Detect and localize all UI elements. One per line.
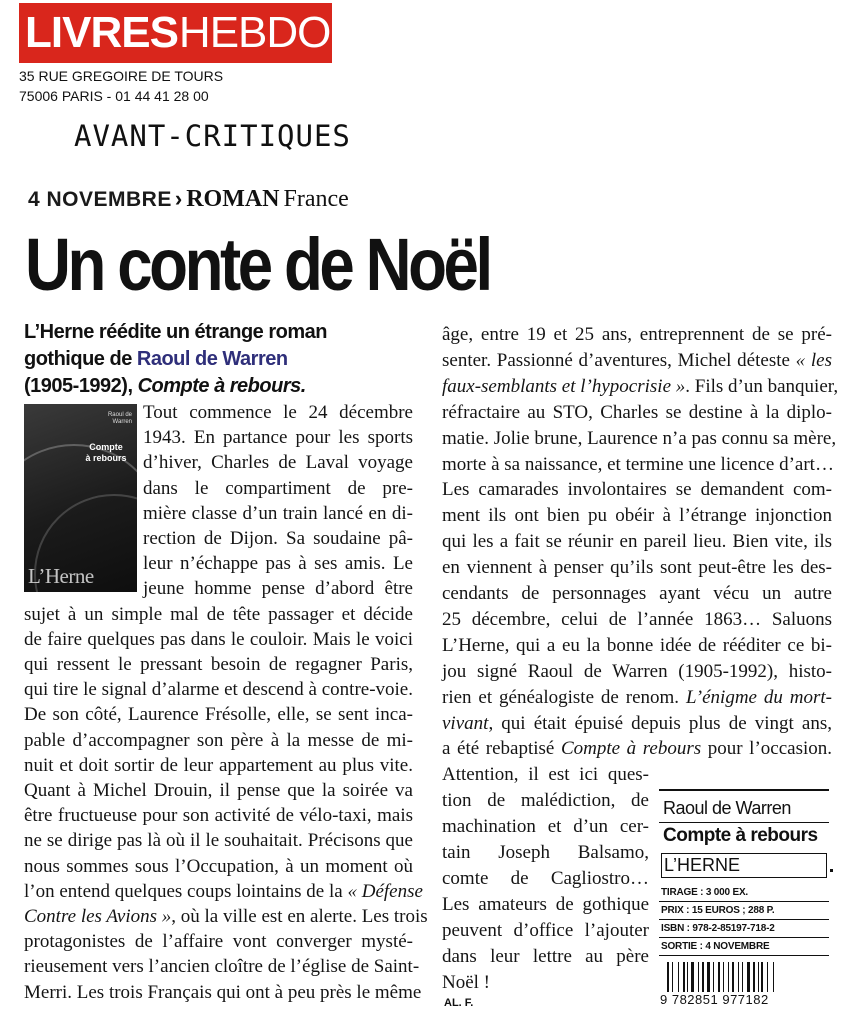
spec-tirage: TIRAGE : 3 000 EX. xyxy=(661,887,748,898)
right-column-line: peuvent d’office l’ajouter xyxy=(442,919,649,941)
left-column-line: 1943. En partance pour les sports xyxy=(143,427,413,449)
left-column-line: nous sommes sous l’Occupation, à un moment où xyxy=(24,855,413,877)
left-column-line: protagonistes de l’affaire vont converger mysté- xyxy=(24,931,413,953)
right-column-line: senter. Passionné d’aventures, Michel déteste « les xyxy=(442,349,833,371)
address-line-2: 75006 PARIS - 01 44 41 28 00 xyxy=(19,88,209,104)
spec-top-rule xyxy=(659,789,829,791)
right-column-line: L’Herne, qui a eu la bonne idée de rééditer ce bi- xyxy=(442,634,832,656)
left-column-line: Tout commence le 24 décembre xyxy=(143,402,413,423)
left-column-line: être fructueuse pour son activité de vélo-taxi, mais xyxy=(24,805,413,827)
headline: Un conte de Noël xyxy=(25,223,490,306)
right-column-line: faux-semblants et l’hypocrisie ». Fils d’un banquier, xyxy=(442,375,839,397)
left-column-line: de faire quelques pas dans le couloir. Mais le voici xyxy=(24,628,413,650)
right-column-line: Les amateurs de gothique xyxy=(442,893,649,915)
spec-author: Raoul de Warren xyxy=(663,798,791,818)
left-column-line: pable d’accompagner son père à la messe de mi- xyxy=(24,729,413,751)
logo-light: HEBDO xyxy=(178,8,331,57)
left-column-line: nuit et doit sortir de leur appartement au plus vite. xyxy=(24,754,413,776)
right-column-line: ment ils ont bien pu obéir à l’étrange injonction xyxy=(442,505,832,527)
left-column-line: l’on entend quelques coups lointains de la « Défense xyxy=(24,880,423,902)
right-column-line: tain Joseph Balsamo, xyxy=(442,842,649,863)
byline: AL. F. xyxy=(444,997,474,1009)
spec-isbn: ISBN : 978-2-85197-718-2 xyxy=(661,923,775,934)
deck-author: Raoul de Warren xyxy=(136,348,288,370)
left-column-line: mière classe d’un train lancé en di- xyxy=(143,502,413,524)
left-column-line: sujet à un simple mal de tête passager et décide xyxy=(24,603,413,625)
livres-hebdo-logo xyxy=(19,3,332,63)
spec-publisher: L’HERNE xyxy=(661,853,827,878)
left-column-line: ne se dirige pas là où il le souhaitait. Précisons que xyxy=(24,830,413,852)
deck-book-title: Compte à rebours. xyxy=(137,375,306,397)
deck-line-1: L’Herne réédite un étrange roman xyxy=(24,321,327,343)
spec-prix: PRIX : 15 EUROS ; 288 P. xyxy=(661,905,775,916)
deck-line-3: (1905-1992), Compte à rebours. xyxy=(24,375,306,397)
left-column-line: rieusement vers l’ancien cloître de l’église de Saint- xyxy=(24,956,420,978)
right-column-line: réfractaire au STO, Charles se destine à la diplo- xyxy=(442,401,832,423)
left-column-line: Merri. Les trois Français qui ont à peu près le même xyxy=(24,981,422,1003)
deck-line-2: gothique de Raoul de Warren xyxy=(24,348,288,370)
right-column-line: en viennent à penser qu’ils sont peut-être les des- xyxy=(442,557,832,579)
kicker-date: 4 NOVEMBRE xyxy=(28,188,172,211)
left-column-line: rection de Dijon. Sa soudaine pâ- xyxy=(143,528,413,549)
right-column-line: rien et généalogiste de renom. L’énigme du mort- xyxy=(442,686,833,708)
kicker xyxy=(28,184,349,217)
cover-author: Raoul de Warren xyxy=(107,412,132,425)
right-column-line: Attention, il est ici ques- xyxy=(442,764,649,786)
cover-publisher: L’Herne xyxy=(28,564,94,588)
right-column-line: qui les a fait se réunir en pareil lieu. Bien vite, ils xyxy=(442,531,832,553)
logo-bold: LIVRES xyxy=(25,8,178,57)
section-label: AVANT-CRITIQUES xyxy=(74,119,351,153)
book-cover-image xyxy=(24,404,137,592)
right-column-line: vivant, qui était épuisé depuis plus de vingt ans, xyxy=(442,712,832,734)
isbn-barcode xyxy=(667,962,777,992)
left-column-line: dans le compartiment de pre- xyxy=(143,477,413,499)
left-column-line: De son côté, Laurence Frésolle, elle, se sent inca- xyxy=(24,704,413,726)
cover-title: Compte à rebours xyxy=(85,442,127,463)
left-column-line: d’hiver, Charles de Laval voyage xyxy=(143,452,413,474)
right-column-line: tion de malédiction, de xyxy=(442,790,649,812)
right-column-line: 25 décembre, celui de l’année 1863… Saluons xyxy=(442,608,832,630)
left-column-line: leur n’échappe pas à ses amis. Le xyxy=(143,553,413,575)
left-column-line: Quant à Michel Drouin, il pense que la soirée va xyxy=(24,780,413,801)
barcode-number: 9 782851 977182 xyxy=(660,992,769,1007)
left-column-line: qui tire le signal d’alarme et descend à contre-voie. xyxy=(24,679,413,701)
right-column-line: Noël ! xyxy=(442,971,491,993)
right-column-line: dans leur lettre au père xyxy=(442,945,649,967)
kicker-arrow-icon: › xyxy=(174,186,183,211)
right-column-line: Les camarades involontaires se demandent com- xyxy=(442,479,832,501)
spec-title: Compte à rebours xyxy=(663,825,818,846)
right-column-line: matie. Jolie brune, Laurence n’a pas connu sa mère, xyxy=(442,427,837,449)
left-column-line: Contre les Avions », où la ville est en alerte. Les trois xyxy=(24,906,428,927)
right-column-line: comte de Cagliostro… xyxy=(442,867,649,889)
address-line-1: 35 RUE GREGOIRE DE TOURS xyxy=(19,68,224,84)
right-column-line: cendants de personnages ayant vécu un autre xyxy=(442,583,832,604)
left-column-line: qui ressent le pressant besoin de regagner Paris, xyxy=(24,654,413,675)
right-column-line: jou signé Raoul de Warren (1905-1992), histo- xyxy=(442,660,832,682)
spec-sortie: SORTIE : 4 NOVEMBRE xyxy=(661,941,770,952)
right-column-line: morte à sa naissance, et termine une licence d’art… xyxy=(442,453,834,475)
right-column-line: âge, entre 19 et 25 ans, entreprennent de se pré- xyxy=(442,324,832,345)
kicker-genre: ROMAN xyxy=(186,186,280,212)
kicker-country: France xyxy=(283,186,349,212)
right-column-line: machination et d’un cer- xyxy=(442,816,649,838)
left-column-line: jeune homme pense d’abord être xyxy=(143,578,413,600)
right-column-line: a été rebaptisé Compte à rebours pour l’occasion. xyxy=(442,738,832,760)
